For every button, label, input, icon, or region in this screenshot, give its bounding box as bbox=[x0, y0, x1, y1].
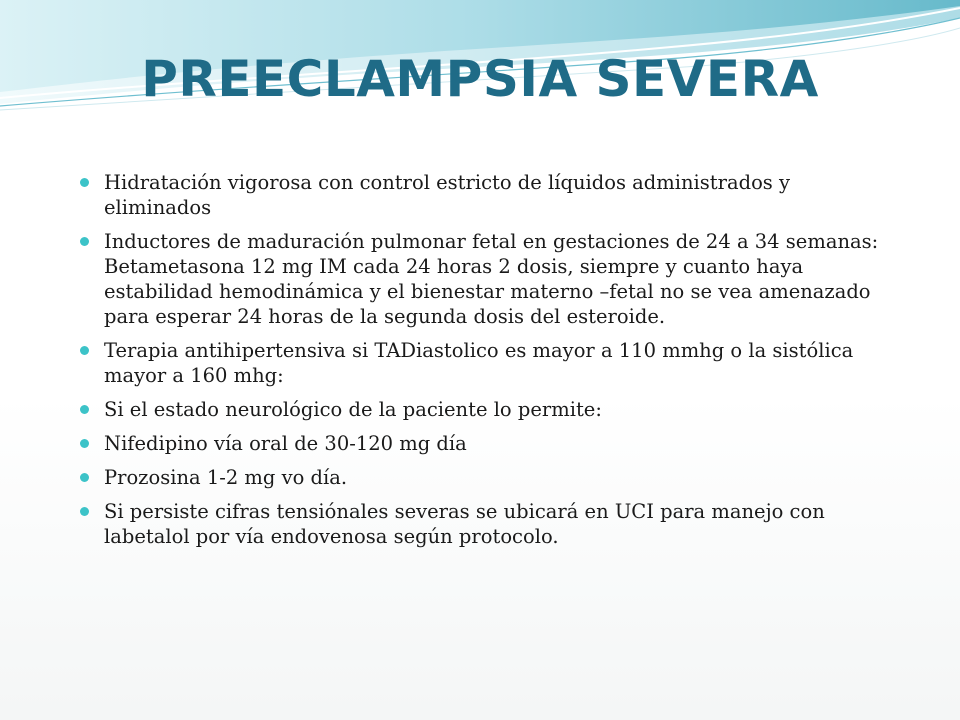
list-item bbox=[80, 499, 900, 549]
bullet-dot-icon bbox=[80, 507, 89, 516]
bullet-text: Si el estado neurológico de la paciente lo permite: bbox=[104, 398, 602, 421]
list-item bbox=[80, 338, 900, 388]
bullet-text: Inductores de maduración pulmonar fetal en gestaciones de 24 a 34 semanas: Betametasona 12 mg IM cada 24 horas 2 dosis, siempre y cuanto haya estabilidad hemodinámica y el bienestar materno –fetal no se vea amenazado para esperar 24 horas de la segunda dosis del esteroide. bbox=[104, 230, 879, 328]
bullet-dot-icon bbox=[80, 178, 89, 187]
list-item bbox=[80, 397, 900, 422]
bullet-dot-icon bbox=[80, 346, 89, 355]
bullet-list bbox=[80, 170, 900, 558]
list-item bbox=[80, 465, 900, 490]
list-item bbox=[80, 431, 900, 456]
bullet-text: Hidratación vigorosa con control estricto de líquidos administrados y eliminados bbox=[104, 171, 791, 219]
bullet-text: Si persiste cifras tensiónales severas se ubicará en UCI para manejo con labetalol por vía endovenosa según protocolo. bbox=[104, 500, 825, 548]
list-item bbox=[80, 229, 900, 329]
bullet-dot-icon bbox=[80, 439, 89, 448]
bullet-text: Nifedipino vía oral de 30-120 mg día bbox=[104, 432, 467, 455]
bullet-dot-icon bbox=[80, 473, 89, 482]
list-item bbox=[80, 170, 900, 220]
bullet-dot-icon bbox=[80, 237, 89, 246]
bullet-text: Prozosina 1-2 mg vo día. bbox=[104, 466, 348, 489]
bullet-dot-icon bbox=[80, 405, 89, 414]
bullet-text: Terapia antihipertensiva si TADiastolico es mayor a 110 mmhg o la sistólica mayor a 160 mhg: bbox=[104, 339, 854, 387]
slide-title: PREECLAMPSIA SEVERA bbox=[141, 50, 819, 108]
